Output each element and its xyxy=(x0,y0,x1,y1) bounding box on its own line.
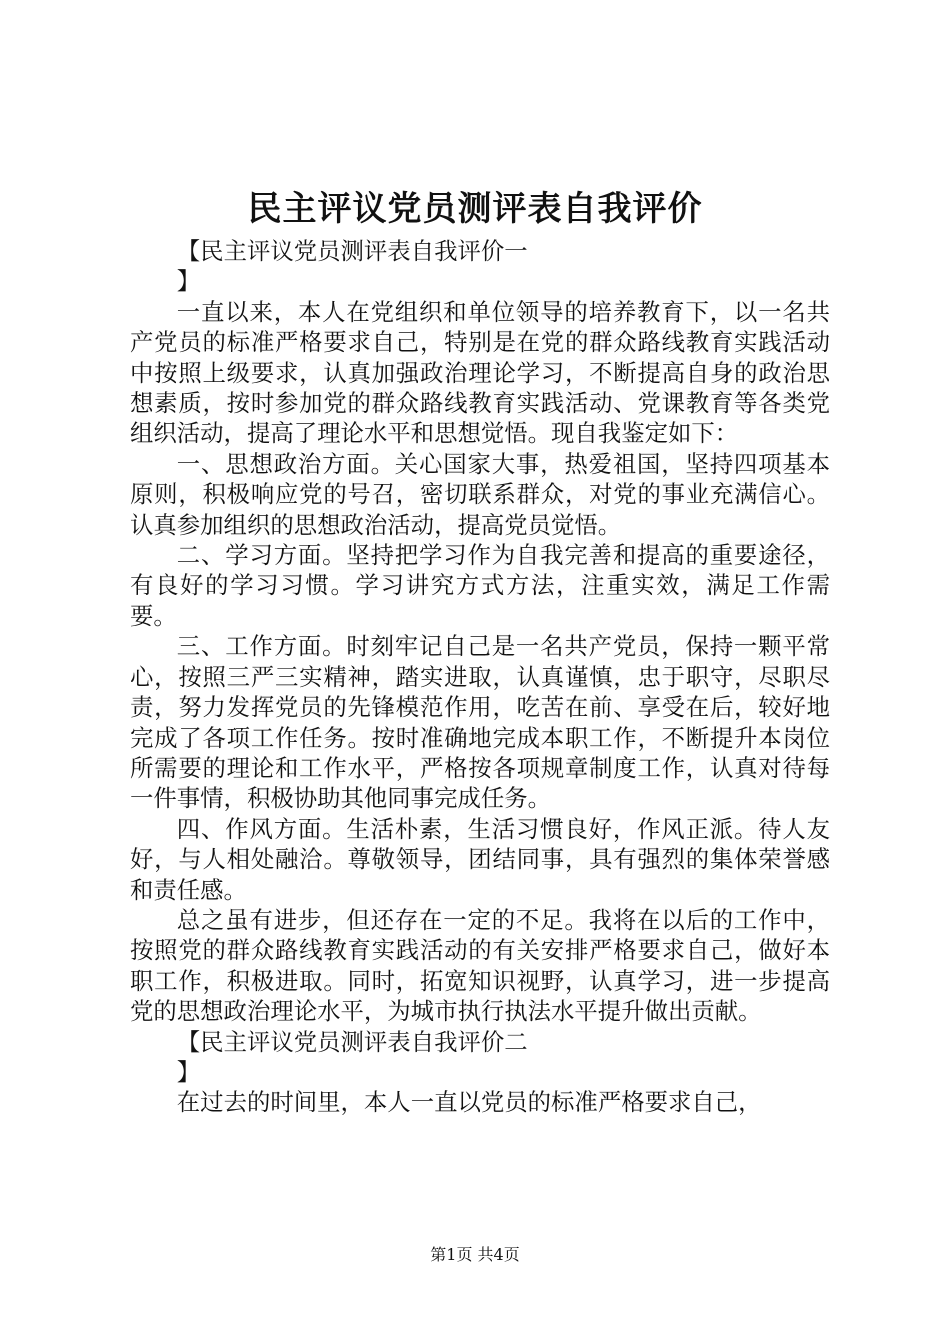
paragraph-style: 四、作风方面。生活朴素，生活习惯良好，作风正派。待人友好，与人相处融洽。尊敬领导，团结同事，具有强烈的集体荣誉感和责任感。 xyxy=(130,814,830,904)
section-heading-1: 【民主评议党员测评表自我评价一 xyxy=(176,237,528,265)
section-heading-1-close: 】 xyxy=(176,267,201,296)
document-body xyxy=(130,236,830,1118)
document-title: 民主评议党员测评表自我评价 xyxy=(247,189,703,229)
paragraph-study: 二、学习方面。坚持把学习作为自我完善和提高的重要途径，有良好的学习习惯。学习讲究方式方法，注重实效，满足工作需要。 xyxy=(130,541,830,630)
paragraph-intro: 一直以来，本人在党组织和单位领导的培养教育下，以一名共产党员的标准严格要求自己，特别是在党的群众路线教育实践活动中按照上级要求，认真加强政治理论学习，不断提高自身的政治思想素质，按时参加党的群众路线教育实践活动、党课教育等各类党组织活动，提高了理论水平和思想觉悟。现自我鉴定如下： xyxy=(130,297,830,448)
page-footer: 第1页 共4页 xyxy=(430,1245,520,1264)
paragraph-summary: 总之虽有进步，但还存在一定的不足。我将在以后的工作中，按照党的群众路线教育实践活动的有关安排严格要求自己，做好本职工作，积极进取。同时，拓宽知识视野，认真学习，进一步提高党的思想政治理论水平，为城市执行执法水平提升做出贡献。 xyxy=(130,905,830,1026)
paragraph-work: 三、工作方面。时刻牢记自己是一名共产党员，保持一颗平常心，按照三严三实精神，踏实进取，认真谨慎，忠于职守，尽职尽责，努力发挥党员的先锋模范作用，吃苦在前、享受在后，较好地完成了各项工作任务。按时准确地完成本职工作，不断提升本岗位所需要的理论和工作水平，严格按各项规章制度工作，认真对待每一件事情，积极协助其他同事完成任务。 xyxy=(130,632,830,813)
paragraph-political: 一、思想政治方面。关心国家大事，热爱祖国，坚持四项基本原则，积极响应党的号召，密切联系群众，对党的事业充满信心。认真参加组织的思想政治活动，提高党员觉悟。 xyxy=(130,449,830,539)
paragraph-second-intro: 在过去的时间里，本人一直以党员的标准严格要求自己， xyxy=(176,1088,762,1117)
section-heading-2-close: 】 xyxy=(176,1057,201,1086)
section-heading-2: 【民主评议党员测评表自我评价二 xyxy=(176,1027,528,1056)
